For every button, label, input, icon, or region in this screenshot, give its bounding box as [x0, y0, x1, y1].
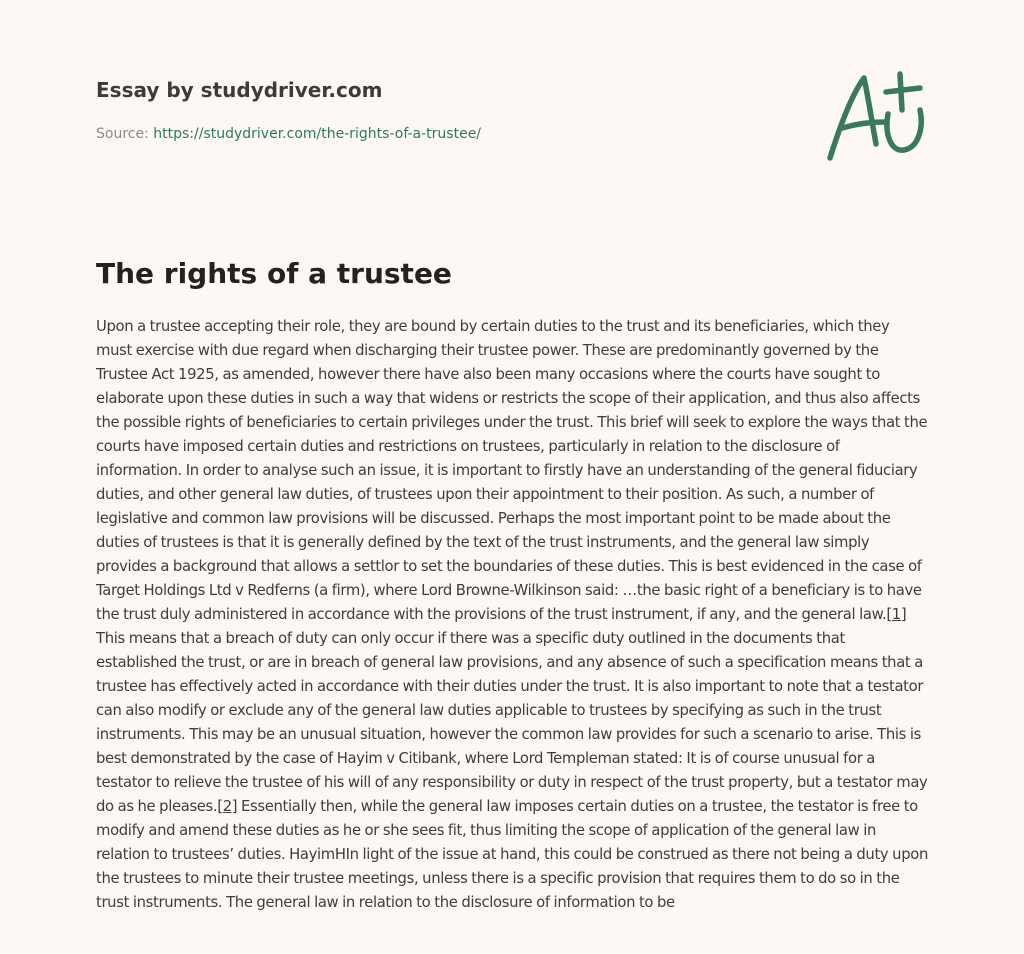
header	[96, 76, 796, 144]
logo-plus-horizontal	[886, 88, 920, 92]
essay-title: The rights of a trustee	[96, 257, 452, 290]
logo-loop	[887, 110, 921, 150]
footnote-link-1[interactable]: [1]	[886, 606, 907, 623]
source-label: Source:	[96, 126, 154, 142]
logo-a-crossbar	[842, 122, 884, 128]
logo-a-stroke	[830, 78, 876, 158]
source-line	[96, 124, 796, 144]
footnote-link-2[interactable]: [2]	[217, 798, 238, 815]
brand-title: Essay by studydriver.com	[96, 78, 383, 102]
essay-body	[96, 315, 929, 915]
a-plus-logo-icon	[818, 66, 930, 166]
essay-body-part-3: Essentially then, while the general law imposes certain duties on a trustee, the testator is free to modify and amend these duties as he or she sees fit, thus limiting the scope of application of the general law in relation to trustees’ duties. HayimHIn light of the issue at hand, this could be construed as there not being a duty upon the trustees to minute their trustee meetings, unless there is a specific provision that requires them to do so in the trust instruments. The general law in relation to the disclosure of information to be	[96, 798, 928, 911]
essay-body-part-2: This means that a breach of duty can only occur if there was a specific duty outlined in the documents that established the trust, or are in breach of general law provisions, and any absence of such a specification means that a trustee has effectively acted in accordance with their duties under the trust. It is also important to note that a testator can also modify or exclude any of the general law duties applicable to trustees by specifying as such in the trust instruments. This may be an unusual situation, however the common law provides for such a scenario to arise. This is best demonstrated by the case of Hayim v Citibank, where Lord Templeman stated: It is of course unusual for a testator to relieve the trustee of his will of any responsibility or duty in respect of the trust property, but a testator may do as he pleases.	[96, 630, 928, 815]
source-link[interactable]: https://studydriver.com/the-rights-of-a-trustee/	[153, 126, 482, 142]
essay-body-part-1: Upon a trustee accepting their role, they are bound by certain duties to the trust and its beneficiaries, which they must exercise with due regard when discharging their trustee power. These are predominantly governed by the Trustee Act 1925, as amended, however there have also been many occasions where the courts have sought to elaborate upon these duties in such a way that widens or restricts the scope of their application, and thus also affects the possible rights of beneficiaries to certain privileges under the trust. This brief will seek to explore the ways that the courts have imposed certain duties and restrictions on trustees, particularly in relation to the disclosure of information. In order to analyse such an issue, it is important to firstly have an understanding of the general fiduciary duties, and other general law duties, of trustees upon their appointment to their position. As such, a number of legislative and common law provisions will be discussed. Perhaps the most important point to be made about the duties of trustees is that it is generally defined by the text of the trust instruments, and the general law simply provides a background that allows a settlor to set the boundaries of these duties. This is best evidenced in the case of Target Holdings Ltd v Redferns (a firm), where Lord Browne-Wilkinson said: …the basic right of a beneficiary is to have the trust duly administered in accordance with the provisions of the trust instrument, if any, and the general law.	[96, 318, 928, 623]
